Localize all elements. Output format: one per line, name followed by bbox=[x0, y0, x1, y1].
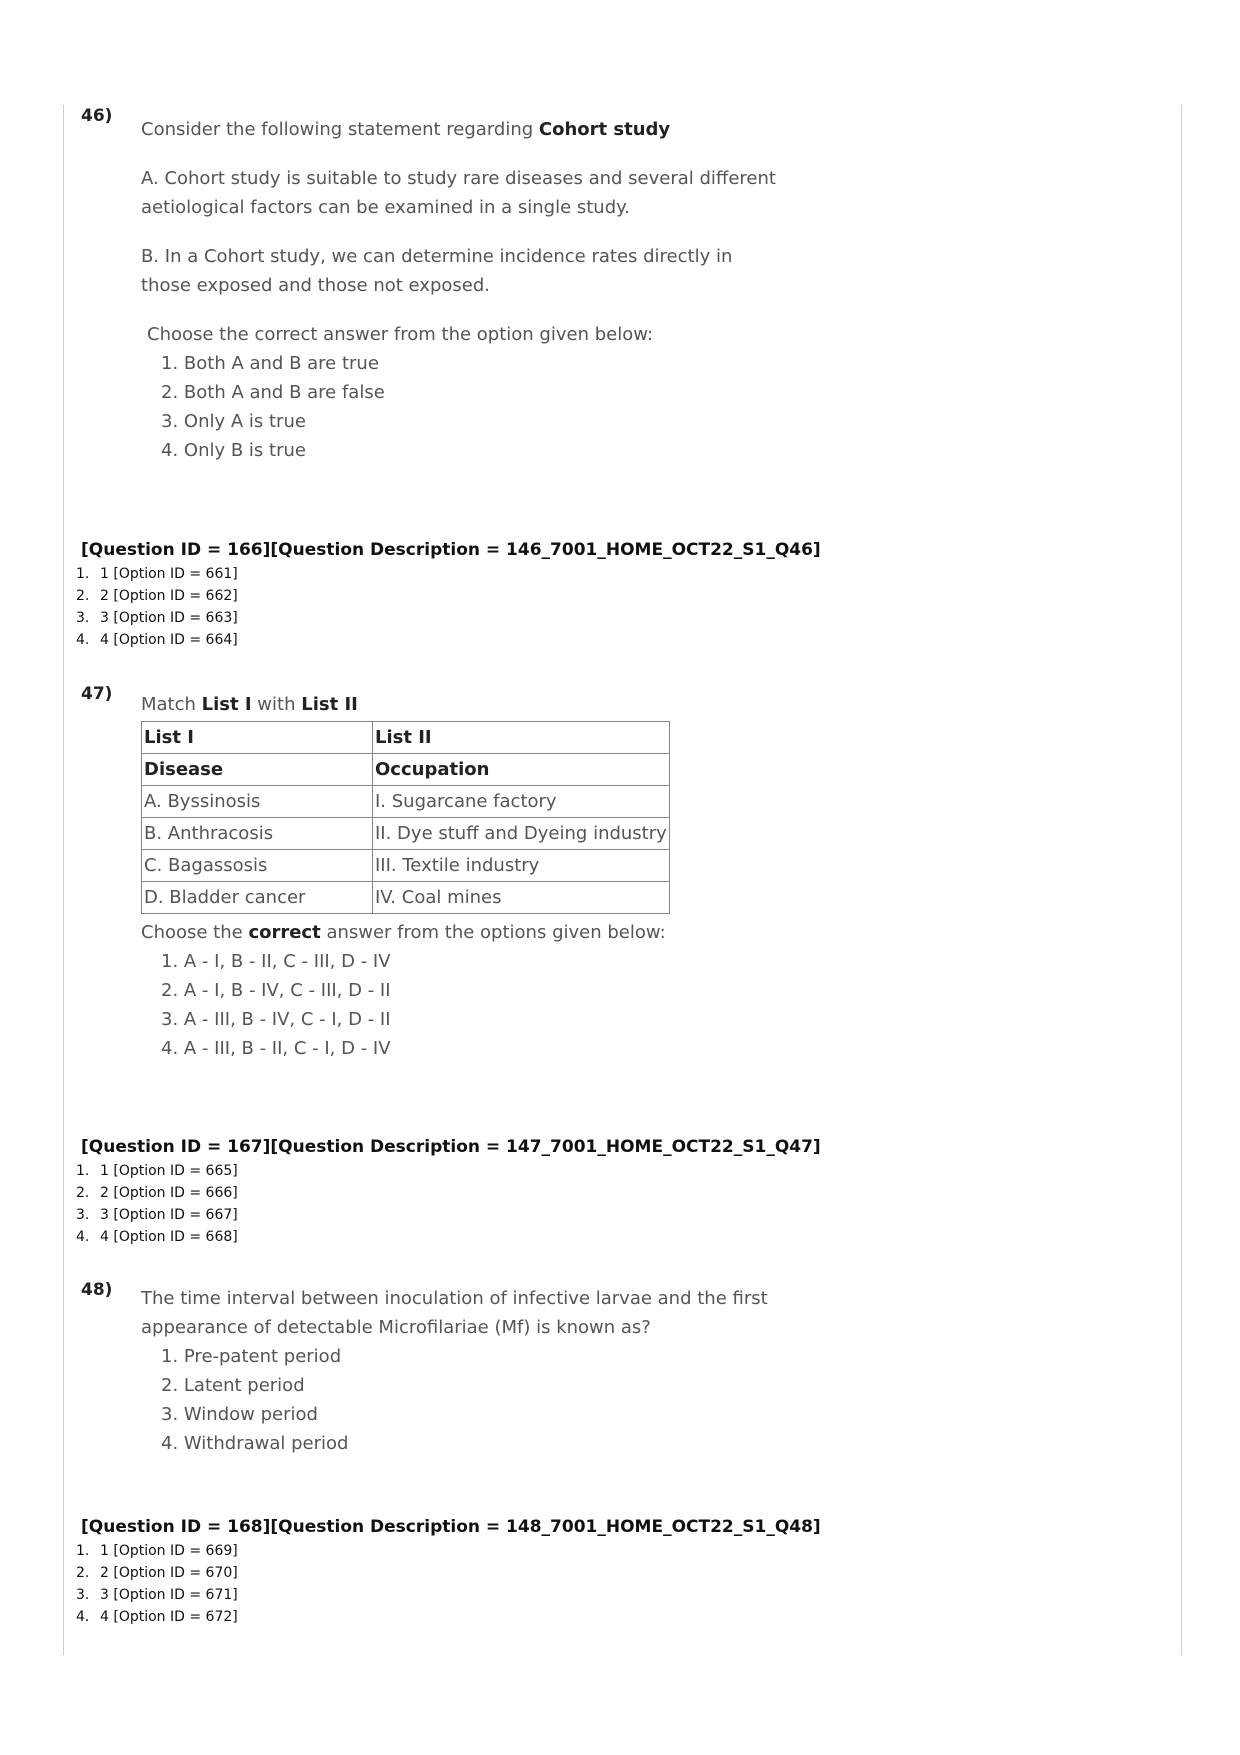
option-id-item: 3. 3 [Option ID = 671] bbox=[76, 1587, 238, 1603]
table-cell: IV. Coal mines bbox=[373, 882, 670, 914]
answer-option: 2. Latent period bbox=[161, 1375, 305, 1396]
match-table bbox=[141, 721, 670, 914]
table-cell: II. Dye stuff and Dyeing industry bbox=[373, 818, 670, 850]
option-id-item: 1. 1 [Option ID = 669] bbox=[76, 1543, 238, 1559]
table-cell: List II bbox=[373, 722, 670, 754]
answer-option: 4. Withdrawal period bbox=[161, 1433, 349, 1454]
stem-emphasis: Cohort study bbox=[538, 119, 671, 140]
question-number: 48) bbox=[81, 1280, 113, 1300]
question-meta: [Question ID = 168][Question Description = 148_7001_HOME_OCT22_S1_Q48] bbox=[81, 1517, 821, 1537]
table-cell: List I bbox=[142, 722, 373, 754]
option-id-list bbox=[76, 1540, 238, 1628]
option-id-list bbox=[76, 563, 238, 651]
question-stem: Consider the following statement regarding Cohort study bbox=[141, 119, 671, 140]
table-cell: I. Sugarcane factory bbox=[373, 786, 670, 818]
question-body bbox=[141, 690, 781, 1063]
option-id-item: 2. 2 [Option ID = 666] bbox=[76, 1185, 238, 1201]
option-id-item: 4. 4 [Option ID = 664] bbox=[76, 632, 238, 648]
answer-option: 2. A - I, B - IV, C - III, D - II bbox=[161, 980, 391, 1001]
table-cell: Occupation bbox=[373, 754, 670, 786]
answer-option: 2. Both A and B are false bbox=[161, 382, 385, 403]
answer-option: 3. Only A is true bbox=[161, 411, 306, 432]
table-row bbox=[142, 882, 670, 914]
answer-option: 1. A - I, B - II, C - III, D - IV bbox=[161, 951, 391, 972]
option-id-item: 2. 2 [Option ID = 662] bbox=[76, 588, 238, 604]
statement-b: B. In a Cohort study, we can determine incidence rates directly in those exposed and those not exposed. bbox=[141, 246, 733, 296]
option-id-list bbox=[76, 1160, 238, 1248]
answer-option: 3. Window period bbox=[161, 1404, 318, 1425]
table-row bbox=[142, 818, 670, 850]
answer-option: 4. A - III, B - II, C - I, D - IV bbox=[161, 1038, 391, 1059]
right-border bbox=[1181, 105, 1182, 1655]
question-meta: [Question ID = 167][Question Description = 147_7001_HOME_OCT22_S1_Q47] bbox=[81, 1137, 821, 1157]
option-id-item: 3. 3 [Option ID = 663] bbox=[76, 610, 238, 626]
table-cell: B. Anthracosis bbox=[142, 818, 373, 850]
table-row bbox=[142, 850, 670, 882]
question-number: 47) bbox=[81, 684, 113, 704]
answer-option: 4. Only B is true bbox=[161, 440, 306, 461]
answer-option: 1. Both A and B are true bbox=[161, 353, 379, 374]
option-id-item: 1. 1 [Option ID = 661] bbox=[76, 566, 238, 582]
table-cell: III. Textile industry bbox=[373, 850, 670, 882]
answer-option: 3. A - III, B - IV, C - I, D - II bbox=[161, 1009, 391, 1030]
table-cell: C. Bagassosis bbox=[142, 850, 373, 882]
question-meta: [Question ID = 166][Question Description = 146_7001_HOME_OCT22_S1_Q46] bbox=[81, 540, 821, 560]
table-header-row bbox=[142, 722, 670, 754]
choose-instruction: Choose the correct answer from the options given below: bbox=[141, 922, 666, 943]
question-stem: Match List I with List II bbox=[141, 694, 358, 715]
statement-a: A. Cohort study is suitable to study rare diseases and several different aetiological factors can be examined in a single study. bbox=[141, 168, 776, 218]
question-number: 46) bbox=[81, 106, 113, 126]
answer-option: 1. Pre-patent period bbox=[161, 1346, 342, 1367]
option-id-item: 2. 2 [Option ID = 670] bbox=[76, 1565, 238, 1581]
table-row bbox=[142, 786, 670, 818]
question-stem: The time interval between inoculation of infective larvae and the first appearance of detectable Microfilariae (Mf) is known as? bbox=[141, 1288, 768, 1338]
option-id-item: 1. 1 [Option ID = 665] bbox=[76, 1163, 238, 1179]
table-cell: D. Bladder cancer bbox=[142, 882, 373, 914]
left-border bbox=[63, 105, 64, 1655]
option-id-item: 3. 3 [Option ID = 667] bbox=[76, 1207, 238, 1223]
choose-instruction: Choose the correct answer from the option given below: bbox=[147, 324, 654, 345]
table-cell: Disease bbox=[142, 754, 373, 786]
question-body bbox=[141, 1284, 781, 1458]
option-id-item: 4. 4 [Option ID = 668] bbox=[76, 1229, 238, 1245]
option-id-item: 4. 4 [Option ID = 672] bbox=[76, 1609, 238, 1625]
table-cell: A. Byssinosis bbox=[142, 786, 373, 818]
table-header-row bbox=[142, 754, 670, 786]
question-body bbox=[141, 115, 781, 465]
